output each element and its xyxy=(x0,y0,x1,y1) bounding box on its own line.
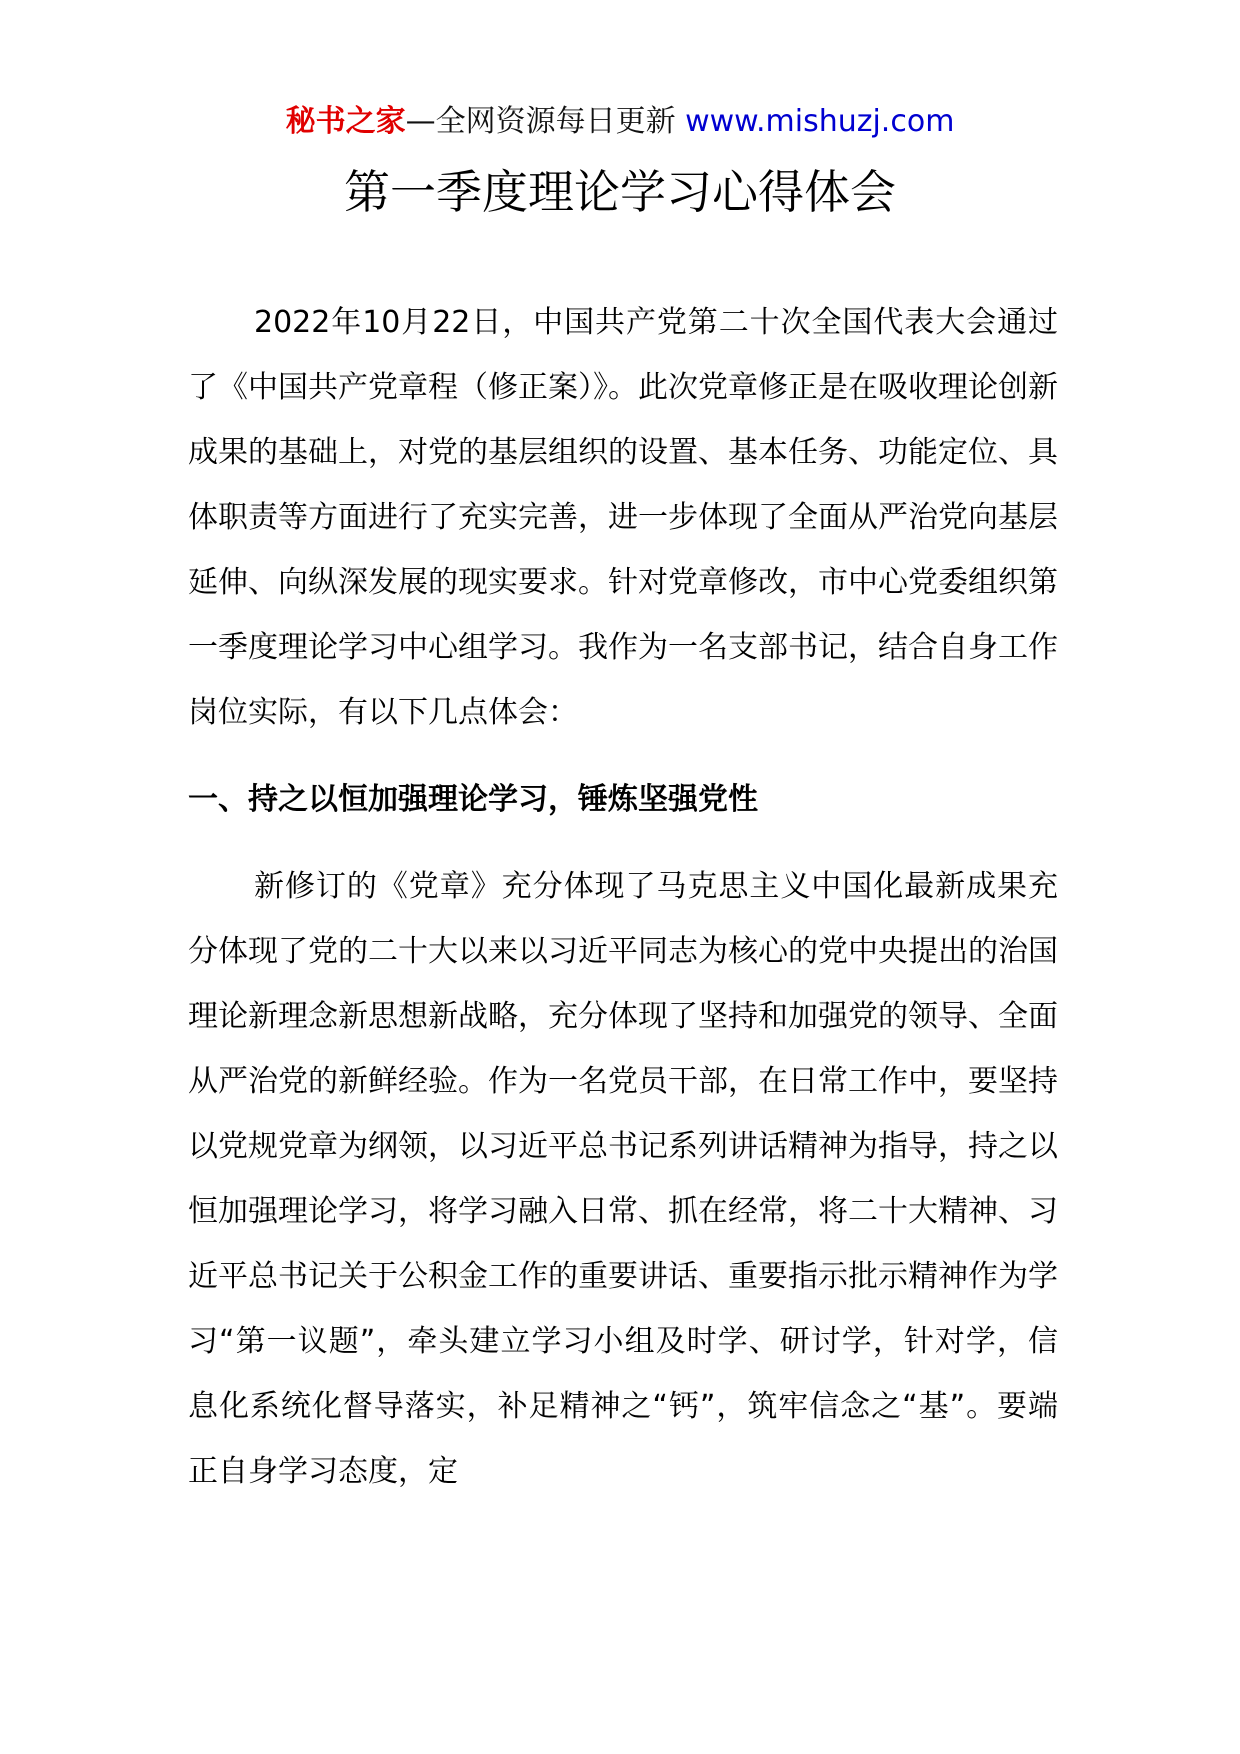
header-tagline: —全网资源每日更新 xyxy=(405,104,676,139)
brand-name: 秘书之家 xyxy=(285,104,406,139)
document-title: 第一季度理论学习心得体会 xyxy=(344,165,896,219)
paragraph-intro: 2022年10月22日，中国共产党第二十次全国代表大会通过了《中国共产党章程（修正案）》。此次党章修正是在吸收理论创新成果的基础上，对党的基层组织的设置、基本任务、功能定位、具体职责等方面进行了充实完善，进一步体现了全面从严治党向基层延伸、向纵深发展的现实要求。针对党章修改，市中心党委组织第一季度理论学习中心组学习。我作为一名支部书记，结合自身工作岗位实际，有以下几点体会： xyxy=(188,305,1058,730)
site-header xyxy=(0,100,1240,144)
paragraph-section-1: 新修订的《党章》充分体现了马克思主义中国化最新成果充分体现了党的二十大以来以习近平同志为核心的党中央提出的治国理论新理念新思想新战略，充分体现了坚持和加强党的领导、全面从严治党的新鲜经验。作为一名党员干部，在日常工作中，要坚持以党规党章为纲领，以习近平总书记系列讲话精神为指导，持之以恒加强理论学习，将学习融入日常、抓在经常，将二十大精神、习近平总书记关于公积金工作的重要讲话、重要指示批示精神作为学习“第一议题”，牵头建立学习小组及时学、研讨学，针对学，信息化系统化督导落实，补足精神之“钙”，筑牢信念之“基”。要端正自身学习态度，定 xyxy=(188,869,1058,1489)
document-body xyxy=(188,290,1058,1504)
section-heading: 一、持之以恒加强理论学习，锤炼坚强党性 xyxy=(188,782,758,817)
site-url[interactable]: www.mishuzj.com xyxy=(675,104,955,139)
